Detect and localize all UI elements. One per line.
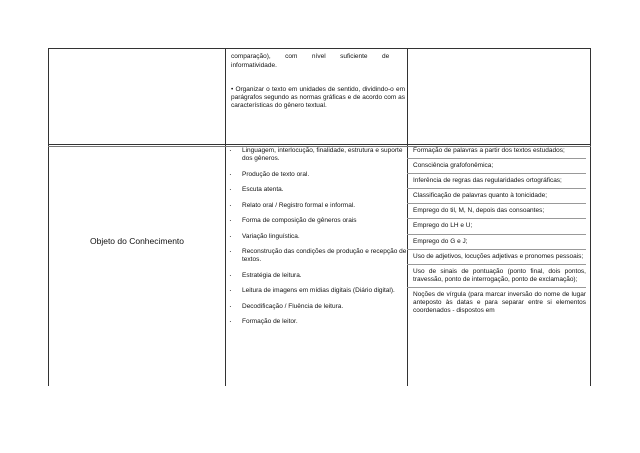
list-item: · Leitura de imagens em mídias digitais (Diário digital).	[228, 287, 410, 295]
top-cell-line-1: comparação), com nível suficiente de	[231, 53, 390, 60]
item-separator	[407, 218, 586, 219]
item-separator	[407, 158, 586, 159]
column-divider-1	[225, 48, 226, 386]
list-item: Inferência de regras das regularidades ortográficas;	[413, 177, 562, 185]
list-item: · Reconstrução das condições de produção e recepção de textos.	[228, 248, 410, 264]
row-divider	[48, 144, 591, 145]
language-topics-list	[410, 147, 586, 315]
list-item: Uso de sinais de pontuação (ponto final, dois pontos, travessão, ponto de interrogação, ponto de exclamação);	[413, 267, 586, 283]
list-item: · Estratégia de leitura.	[228, 272, 410, 280]
item-separator	[407, 173, 586, 174]
item-separator	[407, 203, 586, 204]
list-item: Emprego do til, M, N, depois das consoantes;	[413, 207, 545, 215]
item-separator	[407, 249, 586, 250]
list-item: Noções de vírgula (para marcar inversão do nome de lugar anteposto às datas e para separar entre si elementos coordenados - dispostos em	[413, 290, 586, 315]
table-left-border	[48, 48, 49, 386]
list-item: Emprego do G e J;	[413, 237, 468, 245]
list-item: Consciência grafofonêmica;	[413, 162, 494, 170]
table-right-border	[590, 48, 591, 386]
item-separator	[407, 264, 586, 265]
list-item: · Decodificação / Fluência de leitura.	[228, 303, 410, 311]
item-separator	[407, 287, 586, 288]
list-item: Classificação de palavras quanto à tonicidade;	[413, 192, 548, 200]
list-item: · Variação linguística.	[228, 233, 410, 241]
row-label-objeto-do-conhecimento: Objeto do Conhecimento	[89, 236, 185, 246]
table-top-border	[48, 48, 591, 49]
item-separator	[407, 188, 586, 189]
list-item: · Relato oral / Registro formal e informal.	[228, 202, 410, 210]
top-cell-line-2: informatividade.	[231, 62, 277, 69]
list-item: Formação de palavras a partir dos textos estudados;	[413, 147, 565, 154]
knowledge-objects-list	[228, 147, 410, 334]
list-item: · Forma de composição de gêneros orais	[228, 217, 410, 225]
list-item: Uso de adjetivos, locuções adjetivas e pronomes pessoais;	[413, 252, 584, 260]
list-item: · Escuta atenta.	[228, 186, 410, 194]
list-item: · Linguagem, interlocução, finalidade, estrutura e suporte dos gêneros.	[228, 147, 410, 163]
list-item: Emprego do LH e U;	[413, 222, 473, 230]
list-item: · Formação de leitor.	[228, 318, 410, 326]
top-cell-bullet: • Organizar o texto em unidades de sentido, dividindo-o em parágrafos segundo as normas gráficas e de acordo com as características do gênero textual.	[231, 86, 405, 110]
list-item: · Produção de texto oral.	[228, 171, 410, 179]
item-separator	[407, 234, 586, 235]
